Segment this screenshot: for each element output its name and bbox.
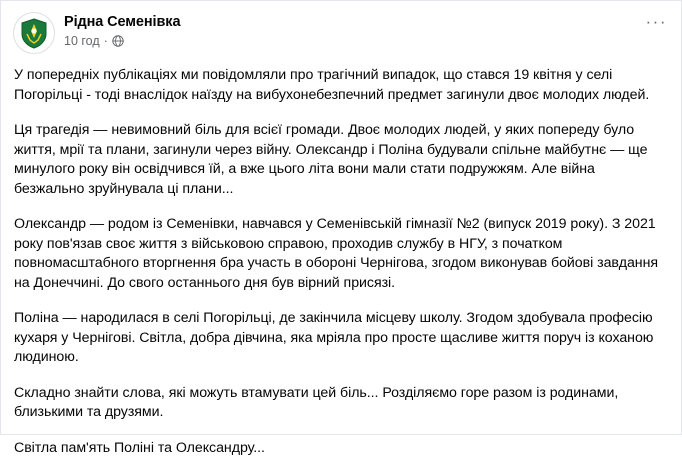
post-paragraph: Світла пам'ять Поліні та Олександру...: [14, 439, 668, 458]
page-name[interactable]: Рідна Семенівка: [64, 13, 180, 31]
post-timestamp[interactable]: 10 год: [64, 33, 100, 49]
avatar[interactable]: [13, 12, 55, 54]
meta-separator: ·: [104, 33, 108, 49]
globe-icon[interactable]: [112, 35, 124, 47]
coat-of-arms-emblem-icon: [17, 16, 51, 50]
post-paragraph: Олександр — родом із Семенівки, навчався у Семенівській гімназії №2 (випуск 2019 року). З 2021 року пов'язав своє життя з військовою справою, проходив службу в НГУ, з початком повномасштабного вторгнення бра участь в обороні Чернігова, згодом виконував бойові завдання на Донеччині. До свого останнього дня був вірний присязі.: [14, 215, 668, 293]
post-paragraph: Ця трагедія — невимовний біль для всієї громади. Двоє молодих людей, у яких попереду було життя, мрії та плани, загинули через війну. Олександр і Поліна будували спільне майбутнє — ще минулого року він освідчився їй, а вже цього літа вони мали стати подружжям. Але війна безжально зруйнувала ці плани...: [14, 121, 668, 199]
post-body: [1, 58, 681, 458]
post-header-text: [64, 12, 180, 49]
post-meta: [64, 33, 180, 49]
post-paragraph: Поліна — народилася в селі Погорільці, де закінчила місцеву школу. Згодом здобувала професію кухаря у Чернігові. Світла, добра дівчина, яка мріяла про просте щасливе життя поруч із коханою людиною.: [14, 309, 668, 368]
post-paragraph: У попередніх публікаціях ми повідомляли про трагічний випадок, що стався 19 квітня у селі Погорільці - тоді внаслідок наїзду на вибухонебезпечний предмет загинули двоє молодих людей.: [14, 66, 668, 105]
post-header: [1, 1, 681, 58]
post-paragraph: Складно знайти слова, які можуть втамувати цей біль... Розділяємо горе разом із родинами, близькими та друзями.: [14, 384, 668, 423]
post-options-menu-icon[interactable]: ···: [646, 17, 667, 27]
